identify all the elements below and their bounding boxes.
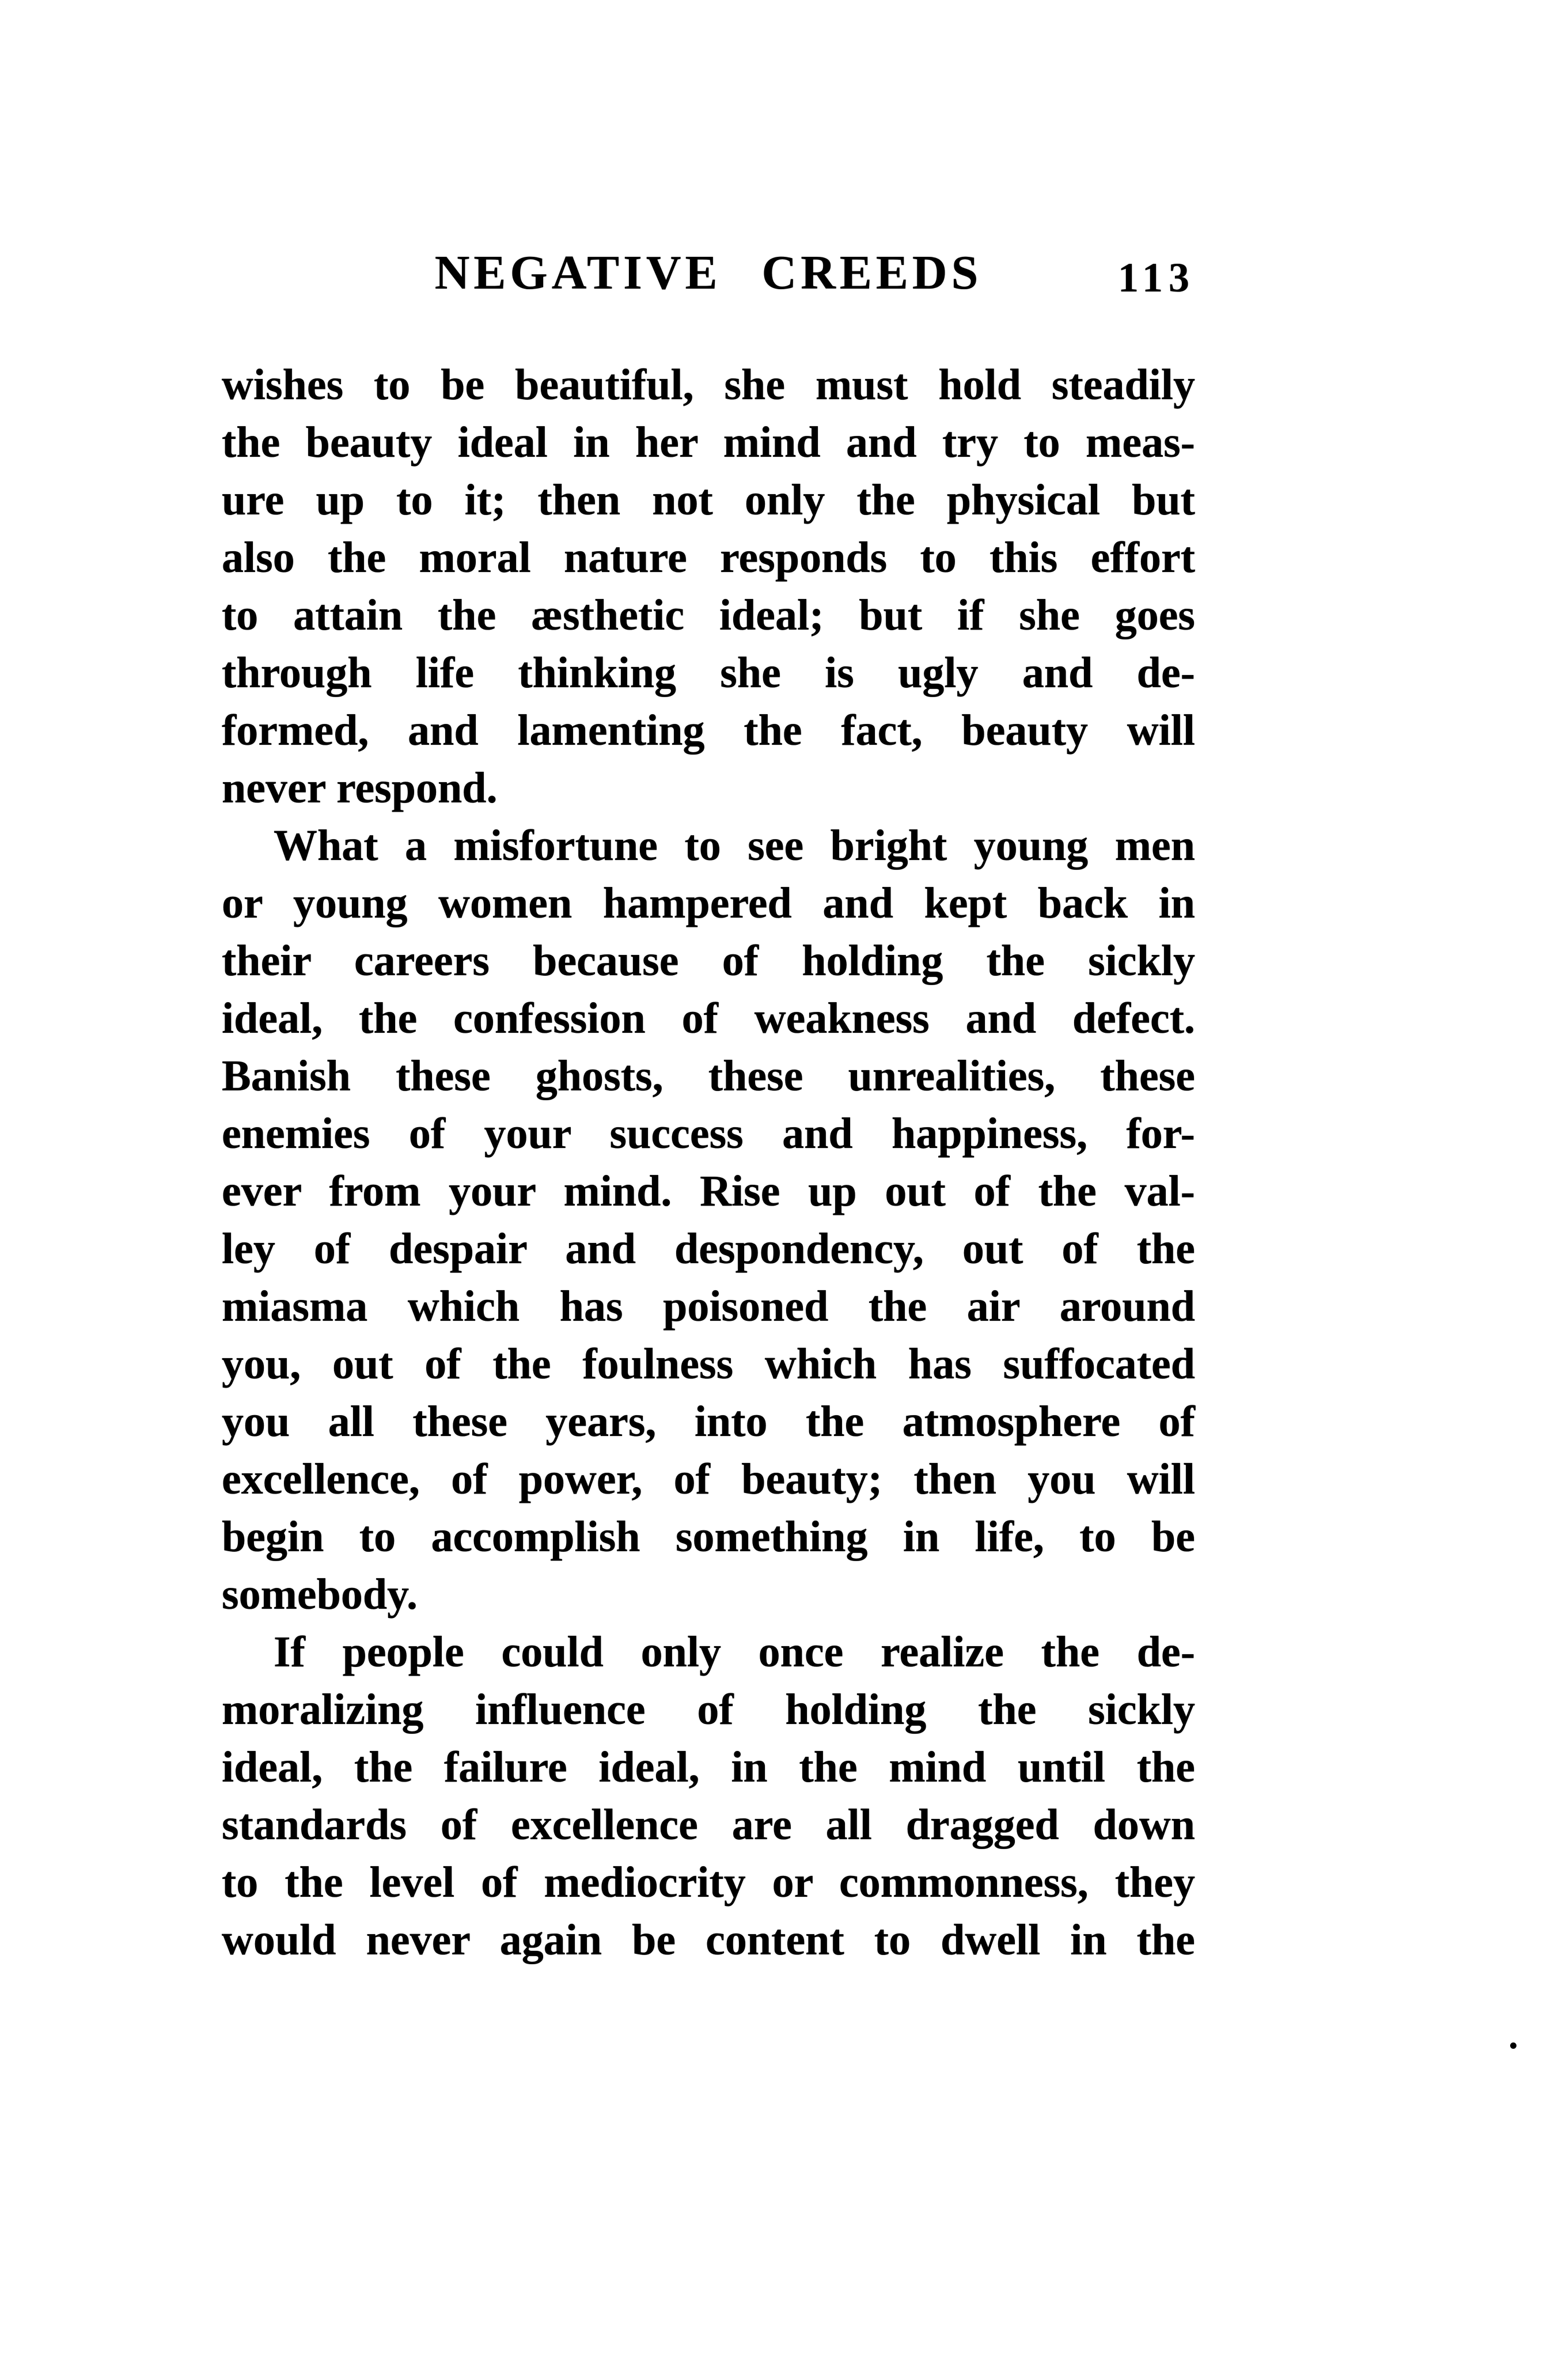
text-line: begin to accomplish something in life, to be <box>222 1513 1195 1561</box>
ink-speck <box>1510 2042 1516 2049</box>
text-line: ever from your mind. Rise up out of the val- <box>222 1167 1195 1215</box>
text-line: or young women hampered and kept back in <box>222 879 1195 927</box>
text-line: you, out of the foulness which has suffocated <box>222 1340 1195 1388</box>
text-line: excellence, of power, of beauty; then you will <box>222 1455 1195 1503</box>
text-line: enemies of your success and happiness, for- <box>222 1109 1195 1158</box>
text-line: through life thinking she is ugly and de- <box>222 649 1195 697</box>
text-line: formed, and lamenting the fact, beauty will <box>222 706 1195 755</box>
page-header <box>222 244 1195 308</box>
body-text <box>222 356 1195 1969</box>
text-line-paragraph-start: What a misfortune to see bright young men <box>274 821 1195 870</box>
text-line: moralizing influence of holding the sickly <box>222 1685 1195 1734</box>
text-line: the beauty ideal in her mind and try to meas- <box>222 418 1195 467</box>
text-line: ideal, the failure ideal, in the mind until the <box>222 1743 1195 1791</box>
text-line-paragraph-end: somebody. <box>222 1570 418 1619</box>
text-line: ure up to it; then not only the physical but <box>222 476 1195 524</box>
text-line: miasma which has poisoned the air around <box>222 1282 1195 1331</box>
text-line: to the level of mediocrity or commonness, they <box>222 1858 1195 1907</box>
text-line: would never again be content to dwell in the <box>222 1916 1195 1964</box>
text-line: ideal, the confession of weakness and defect. <box>222 994 1195 1043</box>
text-line: you all these years, into the atmosphere of <box>222 1397 1195 1446</box>
text-line: Banish these ghosts, these unrealities, these <box>222 1052 1195 1100</box>
chapter-title: NEGATIVE CREEDS <box>434 246 983 300</box>
text-line: ley of despair and despondency, out of the <box>222 1225 1195 1273</box>
text-line-paragraph-start: If people could only once realize the de- <box>274 1628 1195 1676</box>
text-line-paragraph-end: never respond. <box>222 764 498 812</box>
text-line: their careers because of holding the sickly <box>222 937 1195 985</box>
text-line: to attain the æsthetic ideal; but if she goes <box>222 591 1195 639</box>
text-line: also the moral nature responds to this effort <box>222 533 1195 582</box>
text-line: wishes to be beautiful, she must hold steadily <box>222 361 1195 409</box>
page-number: 113 <box>1117 255 1195 301</box>
text-line: standards of excellence are all dragged down <box>222 1801 1195 1849</box>
